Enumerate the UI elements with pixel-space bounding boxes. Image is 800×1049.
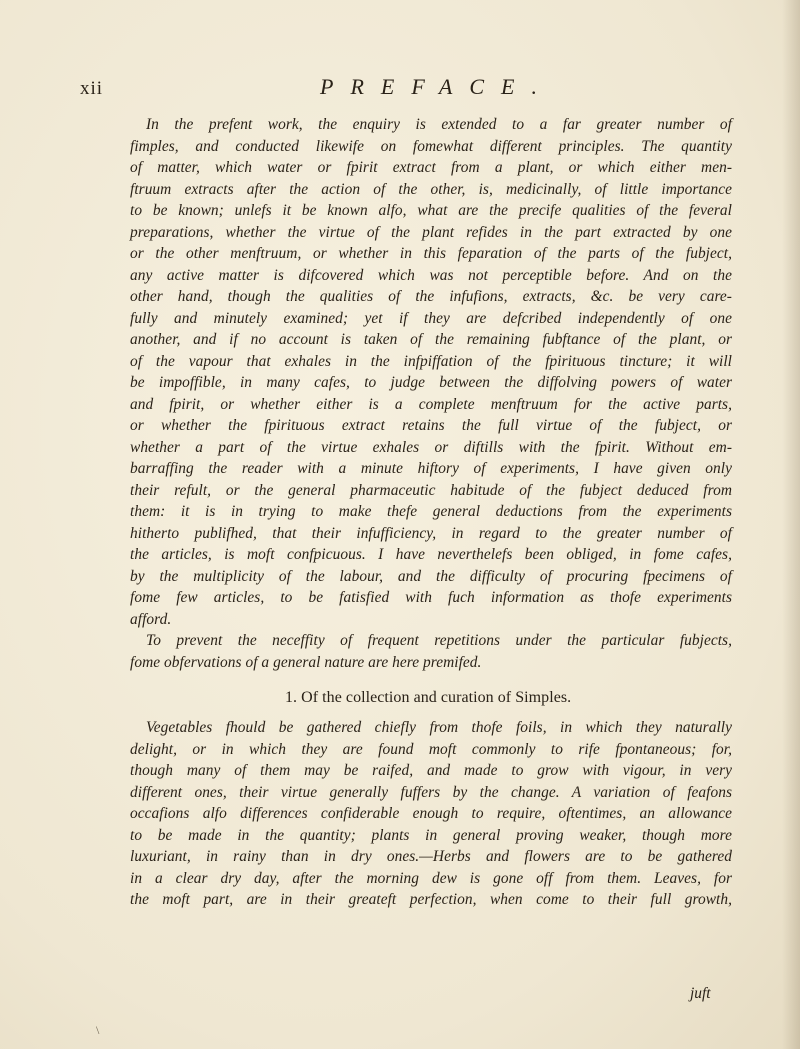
text-line: the moft part, are in their greateft perfection, when come to their full growth, bbox=[130, 891, 732, 908]
text-line: To prevent the neceffity of frequent repetitions under the particular fubjects, bbox=[146, 632, 732, 649]
text-line: luxuriant, in rainy than in dry ones.—Herbs and flowers are to be gathered bbox=[130, 848, 732, 865]
text-line: different ones, their virtue generally fuffers by the change. A variation of feafons bbox=[130, 783, 732, 801]
text-line: hitherto publifhed, that their infufficiency, in regard to the greater number of bbox=[130, 524, 732, 542]
page-edge-shadow bbox=[782, 0, 800, 1049]
text-line: their refult, or the general pharmaceutic habitude of the fubject deduced from bbox=[130, 481, 732, 499]
text-line: of matter, which water or fpirit extract from a plant, or which either men- bbox=[130, 159, 732, 176]
text-line: Vegetables fhould be gathered chiefly from thofe foils, in which they naturally bbox=[146, 719, 732, 736]
page-header bbox=[0, 68, 800, 104]
page-number: xii bbox=[80, 78, 104, 99]
running-head: PREFACE. bbox=[320, 74, 554, 99]
text-line: other hand, though the qualities of the infufions, extracts, &c. be very care- bbox=[130, 288, 732, 305]
text-line: to be known; unlefs it be known alfo, what are the precife qualities of the feveral bbox=[130, 202, 732, 219]
stray-ink-mark: \ bbox=[96, 1023, 100, 1037]
text-line: or whether the fpirituous extract retains the full virtue of the fubject, or bbox=[130, 417, 732, 434]
text-line: fully and minutely examined; yet if they are defcribed independently of one bbox=[130, 309, 732, 327]
text-line: to be made in the quantity; plants in general proving weaker, though more bbox=[130, 826, 732, 844]
text-line: any active matter is difcovered which was not perceptible before. And on the bbox=[130, 266, 732, 284]
text-line: afford. bbox=[130, 610, 172, 628]
text-line: fome few articles, to be fatisfied with fuch information as thofe experiments bbox=[130, 589, 732, 606]
text-line: whether a part of the virtue exhales or diftills with the fpirit. Without em- bbox=[130, 438, 732, 456]
text-line: and fpirit, or whether either is a complete menftruum for the active parts, bbox=[130, 395, 732, 413]
catchword: juft bbox=[690, 985, 711, 1002]
text-line: or the other menftruum, or whether in this feparation of the parts of the fubject, bbox=[130, 245, 732, 262]
text-line: occafions alfo differences confiderable enough to require, oftentimes, an allowance bbox=[130, 805, 732, 822]
text-line: be impoffible, in many cafes, to judge between the diffolving powers of water bbox=[130, 374, 732, 391]
text-line: In the prefent work, the enquiry is extended to a far greater number of bbox=[146, 116, 732, 133]
text-line: fome obfervations of a general nature are here premifed. bbox=[130, 653, 482, 671]
text-line: them: it is in trying to make thefe general deductions from the experiments bbox=[130, 503, 732, 520]
text-line: of the vapour that exhales in the infpiffation of the fpirituous tincture; it will bbox=[130, 352, 732, 370]
text-line: preparations, whether the virtue of the plant refides in the part extracted by one bbox=[130, 223, 732, 241]
text-line: though many of them may be raifed, and made to grow with vigour, in very bbox=[130, 762, 732, 779]
section-heading: 1. Of the collection and curation of Simples. bbox=[285, 689, 572, 706]
text-line: the articles, is moft confpicuous. I have neverthelefs been obliged, in fome cafes, bbox=[130, 546, 732, 563]
text-line: by the multiplicity of the labour, and the difficulty of procuring fpecimens of bbox=[130, 567, 732, 585]
text-line: ftruum extracts after the action of the other, is, medicinally, of little importance bbox=[130, 180, 732, 198]
text-line: barraffing the reader with a minute hiftory of experiments, I have given only bbox=[130, 460, 732, 477]
text-line: fimples, and conducted likewife on fomewhat different principles. The quantity bbox=[130, 137, 732, 155]
text-line: delight, or in which they are found moft commonly to rife fpontaneous; for, bbox=[130, 740, 732, 758]
text-line: in a clear dry day, after the morning dew is gone off from them. Leaves, for bbox=[130, 869, 732, 887]
text-line: another, and if no account is taken of the remaining fubftance of the plant, or bbox=[130, 331, 732, 348]
body-text bbox=[130, 114, 732, 911]
